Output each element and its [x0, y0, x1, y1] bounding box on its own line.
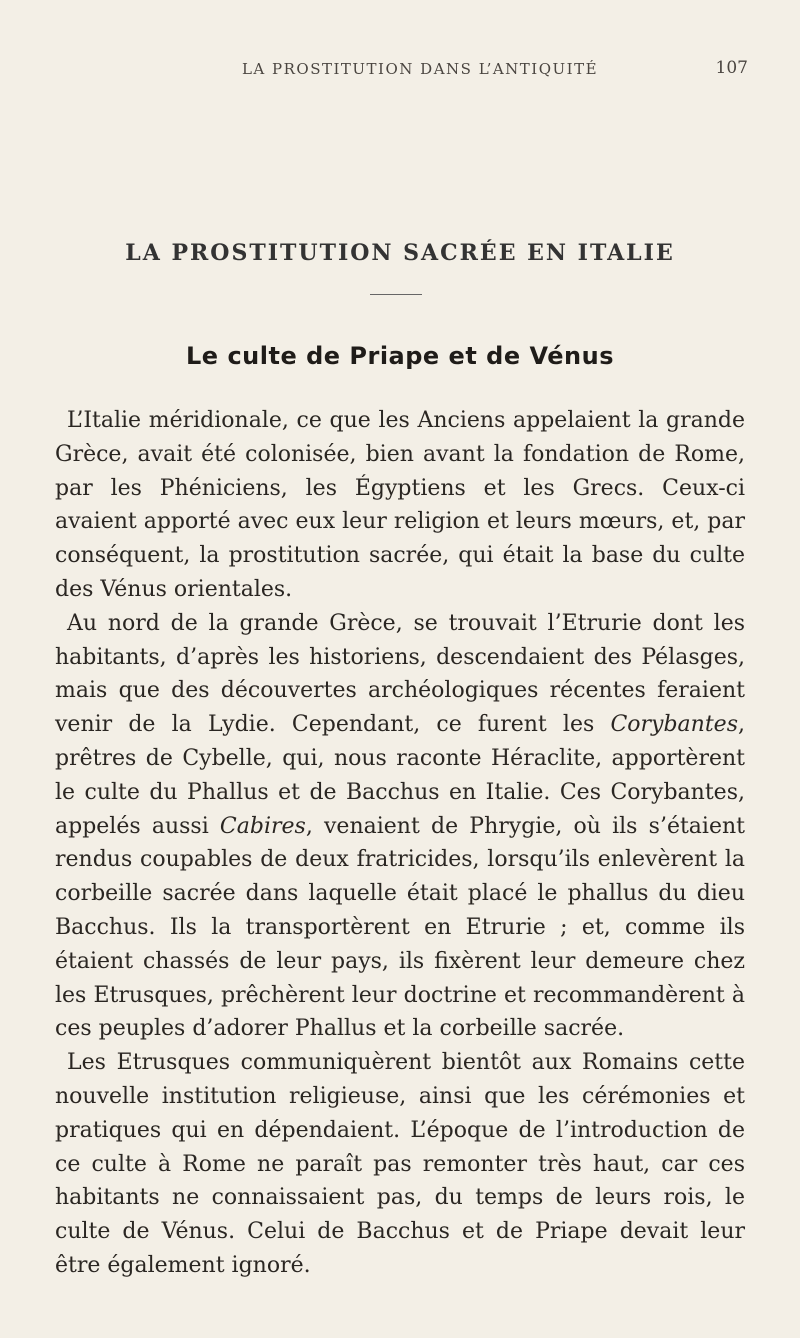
- chapter-heading: Le culte de Priape et de Vénus: [186, 342, 614, 370]
- body-text: [55, 404, 745, 1283]
- paragraph-3: Les Etrusques communiquèrent bientôt aux Romains cette nouvelle institution religieuse, ainsi que les cérémonies et pratiques qui en dépendaient. L’époque de l’introduction de ce culte à Rome ne paraît pas remonter très haut, car ces habitants ne connaissaient pas, du temps de leurs rois, le culte de Vénus. Celui de Bacchus et de Priape devait leur être également ignoré.: [55, 1050, 745, 1278]
- paragraph-2-text-a: Au nord de la grande Grèce, se trouvait l’Etrurie dont les habitants, d’après les historiens, descendaient des Pélasges, mais que des découvertes archéologiques récentes feraient venir de la Lydie. Cependant, ce furent les: [55, 610, 745, 738]
- paragraph-2-text-b: , prêtres de Cybelle, qui, nous raconte Héraclite, apportèrent le culte du Phallus et de Bacchus en Italie. Ces Corybantes, appelés aussi: [55, 712, 745, 839]
- paragraph-2-text-c: , venaient de Phrygie, où ils s’étaient rendus coupables de deux fratricides, lorsqu’ils enlevèrent la corbeille sacrée dans laquelle était placé le phallus du dieu Bacchus. Ils la transportèrent en Etrurie ; et, comme ils étaient chassés de leur pays, ils fixèrent leur demeure chez les Etrusques, prêchèrent leur doctrine et recommandèrent à ces peuples d’adorer Phallus et la corbeille sacrée.: [55, 813, 745, 1042]
- paragraph-1: L’Italie méridionale, ce que les Anciens appelaient la grande Grèce, avait été colonisée, bien avant la fondation de Rome, par les Phéniciens, les Égyptiens et les Grecs. Ceux-ci avaient apporté avec eux leur religion et leurs mœurs, et, par conséquent, la prostitution sacrée, qui était la base du culte des Vénus orientales.: [55, 408, 745, 602]
- term-cabires: Cabires: [219, 813, 306, 839]
- section-title: LA PROSTITUTION SACRÉE EN ITALIE: [125, 240, 675, 266]
- paragraph-2: [55, 607, 745, 1046]
- term-corybantes: Corybantes: [610, 712, 738, 738]
- running-head: LA PROSTITUTION DANS L’ANTIQUITÉ: [241, 60, 599, 78]
- page-number: 107: [715, 58, 748, 78]
- title-rule: [370, 294, 422, 295]
